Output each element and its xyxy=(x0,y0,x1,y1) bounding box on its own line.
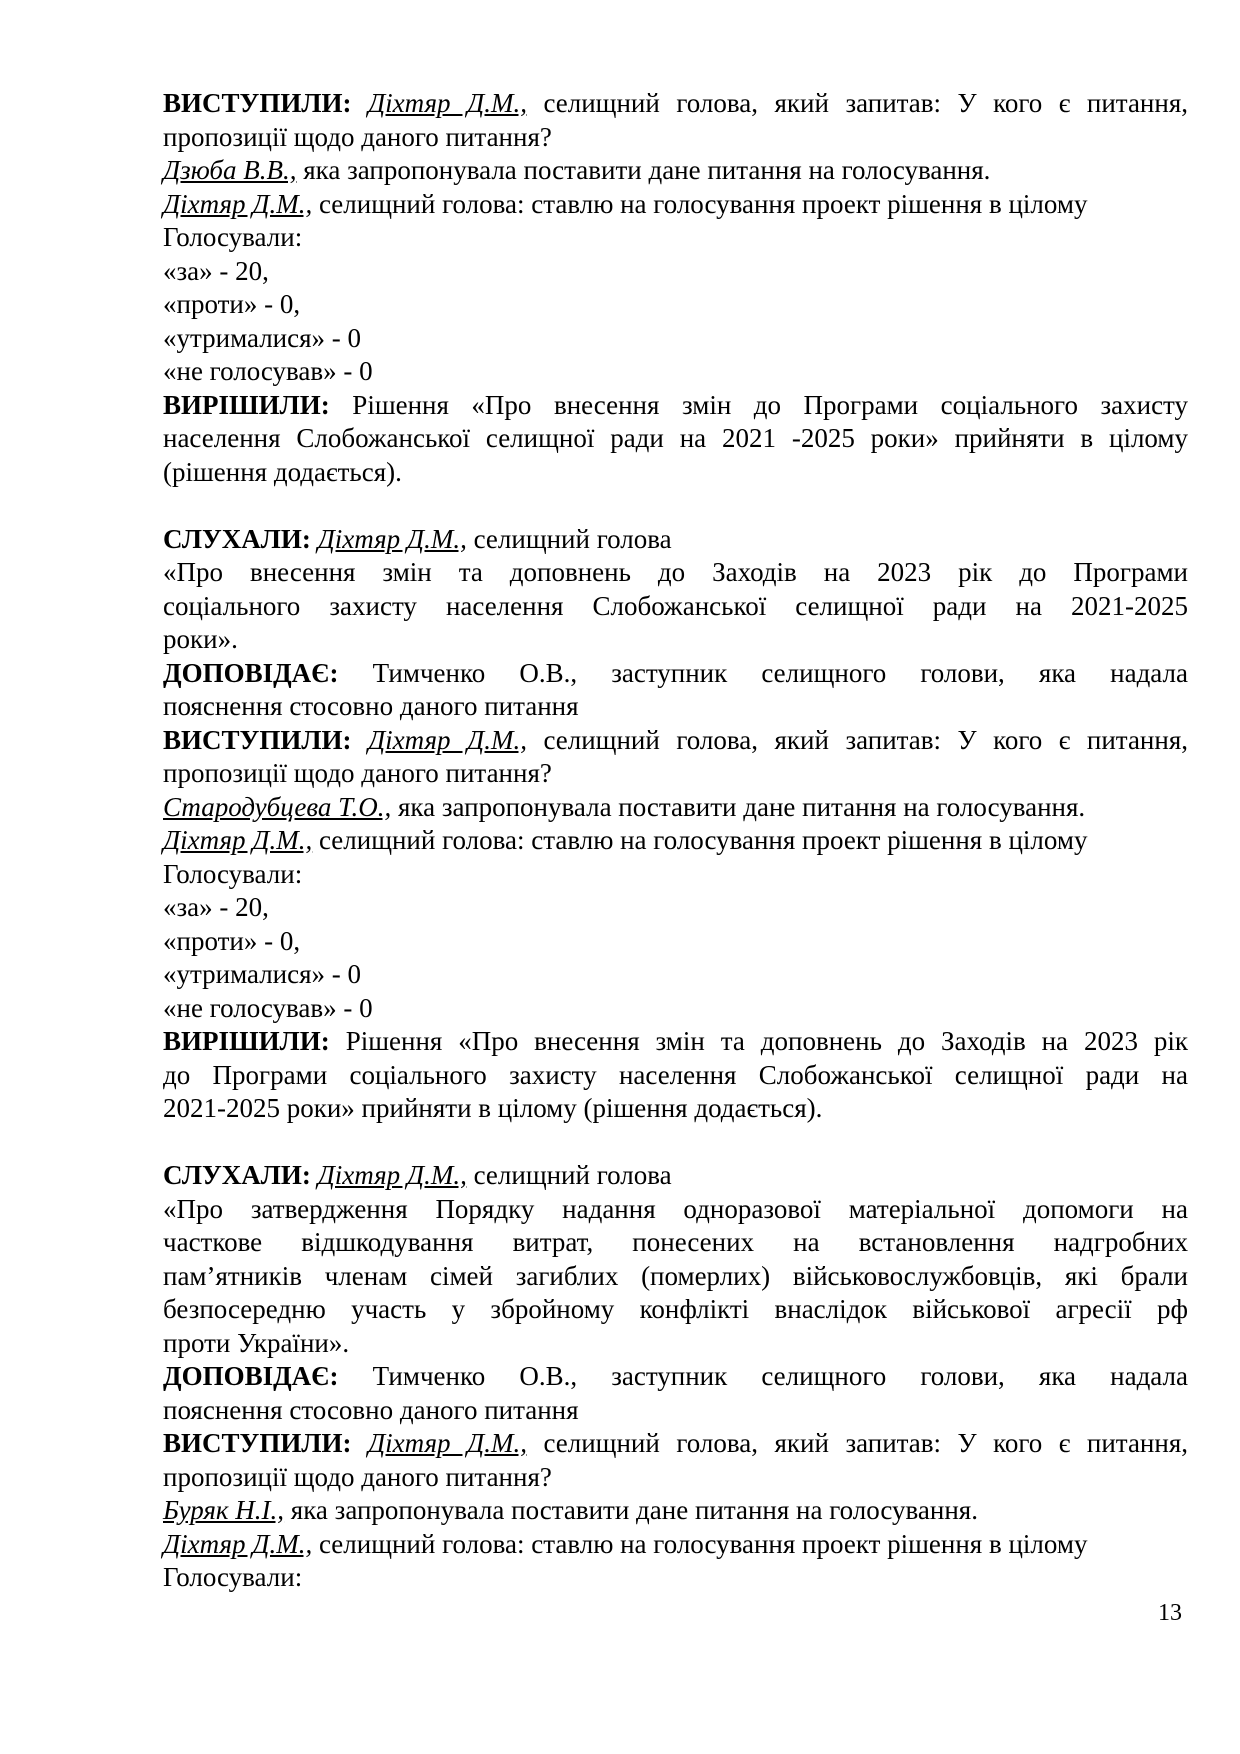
topic-line-3: пам’ятників членам сімей загиблих (померлих) військовослужбовців, які брали xyxy=(163,1260,1188,1291)
vyrishyly-line-2: до Програми соціального захисту населення Слобожанської селищної ради на xyxy=(163,1059,1188,1090)
proposer-text: яка запропонувала поставити дане питання на голосування. xyxy=(284,1495,978,1525)
sluhaly-label: СЛУХАЛИ: xyxy=(163,523,311,554)
dopovidaie-text: Тимченко О.В., заступник селищного голови, яка надала xyxy=(338,657,1188,688)
speaker-text: селищний голова, який запитав: У кого є питання, xyxy=(526,1428,1188,1458)
sluhaly-line xyxy=(163,523,1188,557)
dopovidaie-label: ДОПОВІДАЄ: xyxy=(163,1361,339,1391)
topic-line-5: проти України». xyxy=(163,1327,350,1358)
proposer-name: Стародубцева Т.О., xyxy=(163,791,392,822)
vyrishyly-text: Рішення «Про внесення змін та доповнень до Заходів на 2023 рік xyxy=(329,1026,1188,1056)
vyrishyly-text: Рішення «Про внесення змін до Програми соціального захисту xyxy=(329,389,1188,420)
vystupyly-label: ВИСТУПИЛИ: xyxy=(163,88,352,118)
sluhaly-text: селищний голова xyxy=(466,1160,672,1190)
dopovidaie-line-2: пояснення стосовно даного питання xyxy=(163,691,579,721)
chair-name: Діхтяр Д.М., xyxy=(163,188,313,219)
topic-line-1: «Про внесення змін та доповнень до Заходів на 2023 рік до Програми xyxy=(163,557,1188,587)
vystupyly-line-2: пропозиції щодо даного питання? xyxy=(163,758,552,788)
speaker-name: Діхтяр Д.М., xyxy=(367,88,527,118)
vote-against: «проти» - 0, xyxy=(163,289,301,319)
sluhaly-line xyxy=(163,1159,1188,1193)
chair-line xyxy=(163,188,1188,222)
chair-line xyxy=(163,824,1188,858)
topic-line-1: «Про затвердження Порядку надання одноразової матеріальної допомоги на xyxy=(163,1193,1188,1224)
chair-text: селищний голова: ставлю на голосування проект рішення в цілому xyxy=(312,825,1088,855)
speaker-name: Діхтяр Д.М., xyxy=(367,1428,527,1458)
dopovidaie-label: ДОПОВІДАЄ: xyxy=(163,657,339,688)
vystupyly-label: ВИСТУПИЛИ: xyxy=(163,724,352,755)
vystupyly-line xyxy=(163,724,1188,758)
vyrishyly-line-3: 2021-2025 роки» прийняти в цілому (рішення додається). xyxy=(163,1093,823,1123)
vote-for: «за» - 20, xyxy=(163,255,269,286)
chair-line xyxy=(163,1528,1188,1562)
voted-label: Голосували: xyxy=(163,222,303,252)
chair-text: селищний голова: ставлю на голосування проект рішення в цілому xyxy=(312,188,1088,219)
vystupyly-line-2: пропозиції щодо даного питання? xyxy=(163,1461,552,1492)
speaker-text: селищний голова, який запитав: У кого є питання, xyxy=(526,724,1188,755)
dopovidaie-line xyxy=(163,657,1188,691)
proposer-line xyxy=(163,791,1188,825)
proposer-name: Дзюба В.В., xyxy=(163,155,297,185)
sluhaly-text: селищний голова xyxy=(466,523,672,554)
vystupyly-line-2: пропозиції щодо даного питання? xyxy=(163,121,552,152)
vote-not-voted: «не голосував» - 0 xyxy=(163,992,373,1023)
vystupyly-line xyxy=(163,1427,1188,1461)
voted-label: Голосували: xyxy=(163,858,303,889)
topic-line-2: часткове відшкодування витрат, понесених на встановлення надгробних xyxy=(163,1227,1188,1257)
vyrishyly-line-2: населення Слобожанської селищної ради на 2021 -2025 роки» прийняти в цілому xyxy=(163,423,1188,453)
sluhaly-name: Діхтяр Д.М., xyxy=(317,1160,467,1190)
topic-line-2: соціального захисту населення Слобожанської селищної ради на 2021-2025 xyxy=(163,590,1188,621)
sluhaly-name: Діхтяр Д.М., xyxy=(317,523,467,554)
vyrishyly-line xyxy=(163,1025,1188,1059)
document-body xyxy=(163,87,1188,1595)
dopovidaie-text: Тимченко О.В., заступник селищного голови, яка надала xyxy=(338,1361,1188,1391)
chair-text: селищний голова: ставлю на голосування проект рішення в цілому xyxy=(312,1528,1088,1559)
proposer-line xyxy=(163,154,1188,188)
speaker-text: селищний голова, який запитав: У кого є питання, xyxy=(526,88,1188,118)
proposer-text: яка запропонувала поставити дане питання на голосування. xyxy=(391,791,1086,822)
dopovidaie-line-2: пояснення стосовно даного питання xyxy=(163,1394,579,1425)
vote-not-voted: «не голосував» - 0 xyxy=(163,356,373,386)
vystupyly-label: ВИСТУПИЛИ: xyxy=(163,1428,352,1458)
vystupyly-line xyxy=(163,87,1188,121)
vote-abstained: «утрималися» - 0 xyxy=(163,322,362,353)
chair-name: Діхтяр Д.М., xyxy=(163,1528,313,1559)
vyrishyly-line-3: (рішення додається). xyxy=(163,456,402,487)
chair-name: Діхтяр Д.М., xyxy=(163,825,313,855)
dopovidaie-line xyxy=(163,1360,1188,1394)
proposer-text: яка запропонувала поставити дане питання на голосування. xyxy=(296,155,991,185)
vyrishyly-label: ВИРІШИЛИ: xyxy=(163,389,330,420)
vote-against: «проти» - 0, xyxy=(163,925,301,956)
speaker-name: Діхтяр Д.М., xyxy=(367,724,527,755)
proposer-line xyxy=(163,1494,1188,1528)
topic-line-4: безпосередню участь у збройному конфлікті внаслідок військової агресії рф xyxy=(163,1294,1188,1324)
vyrishyly-line xyxy=(163,389,1188,423)
vote-for: «за» - 20, xyxy=(163,892,269,922)
voted-label: Голосували: xyxy=(163,1562,303,1592)
vote-abstained: «утрималися» - 0 xyxy=(163,959,362,989)
sluhaly-label: СЛУХАЛИ: xyxy=(163,1160,311,1190)
vyrishyly-label: ВИРІШИЛИ: xyxy=(163,1026,330,1056)
proposer-name: Буряк Н.І., xyxy=(163,1495,285,1525)
topic-line-3: роки». xyxy=(163,624,238,654)
page-number: 13 xyxy=(1158,1600,1182,1626)
